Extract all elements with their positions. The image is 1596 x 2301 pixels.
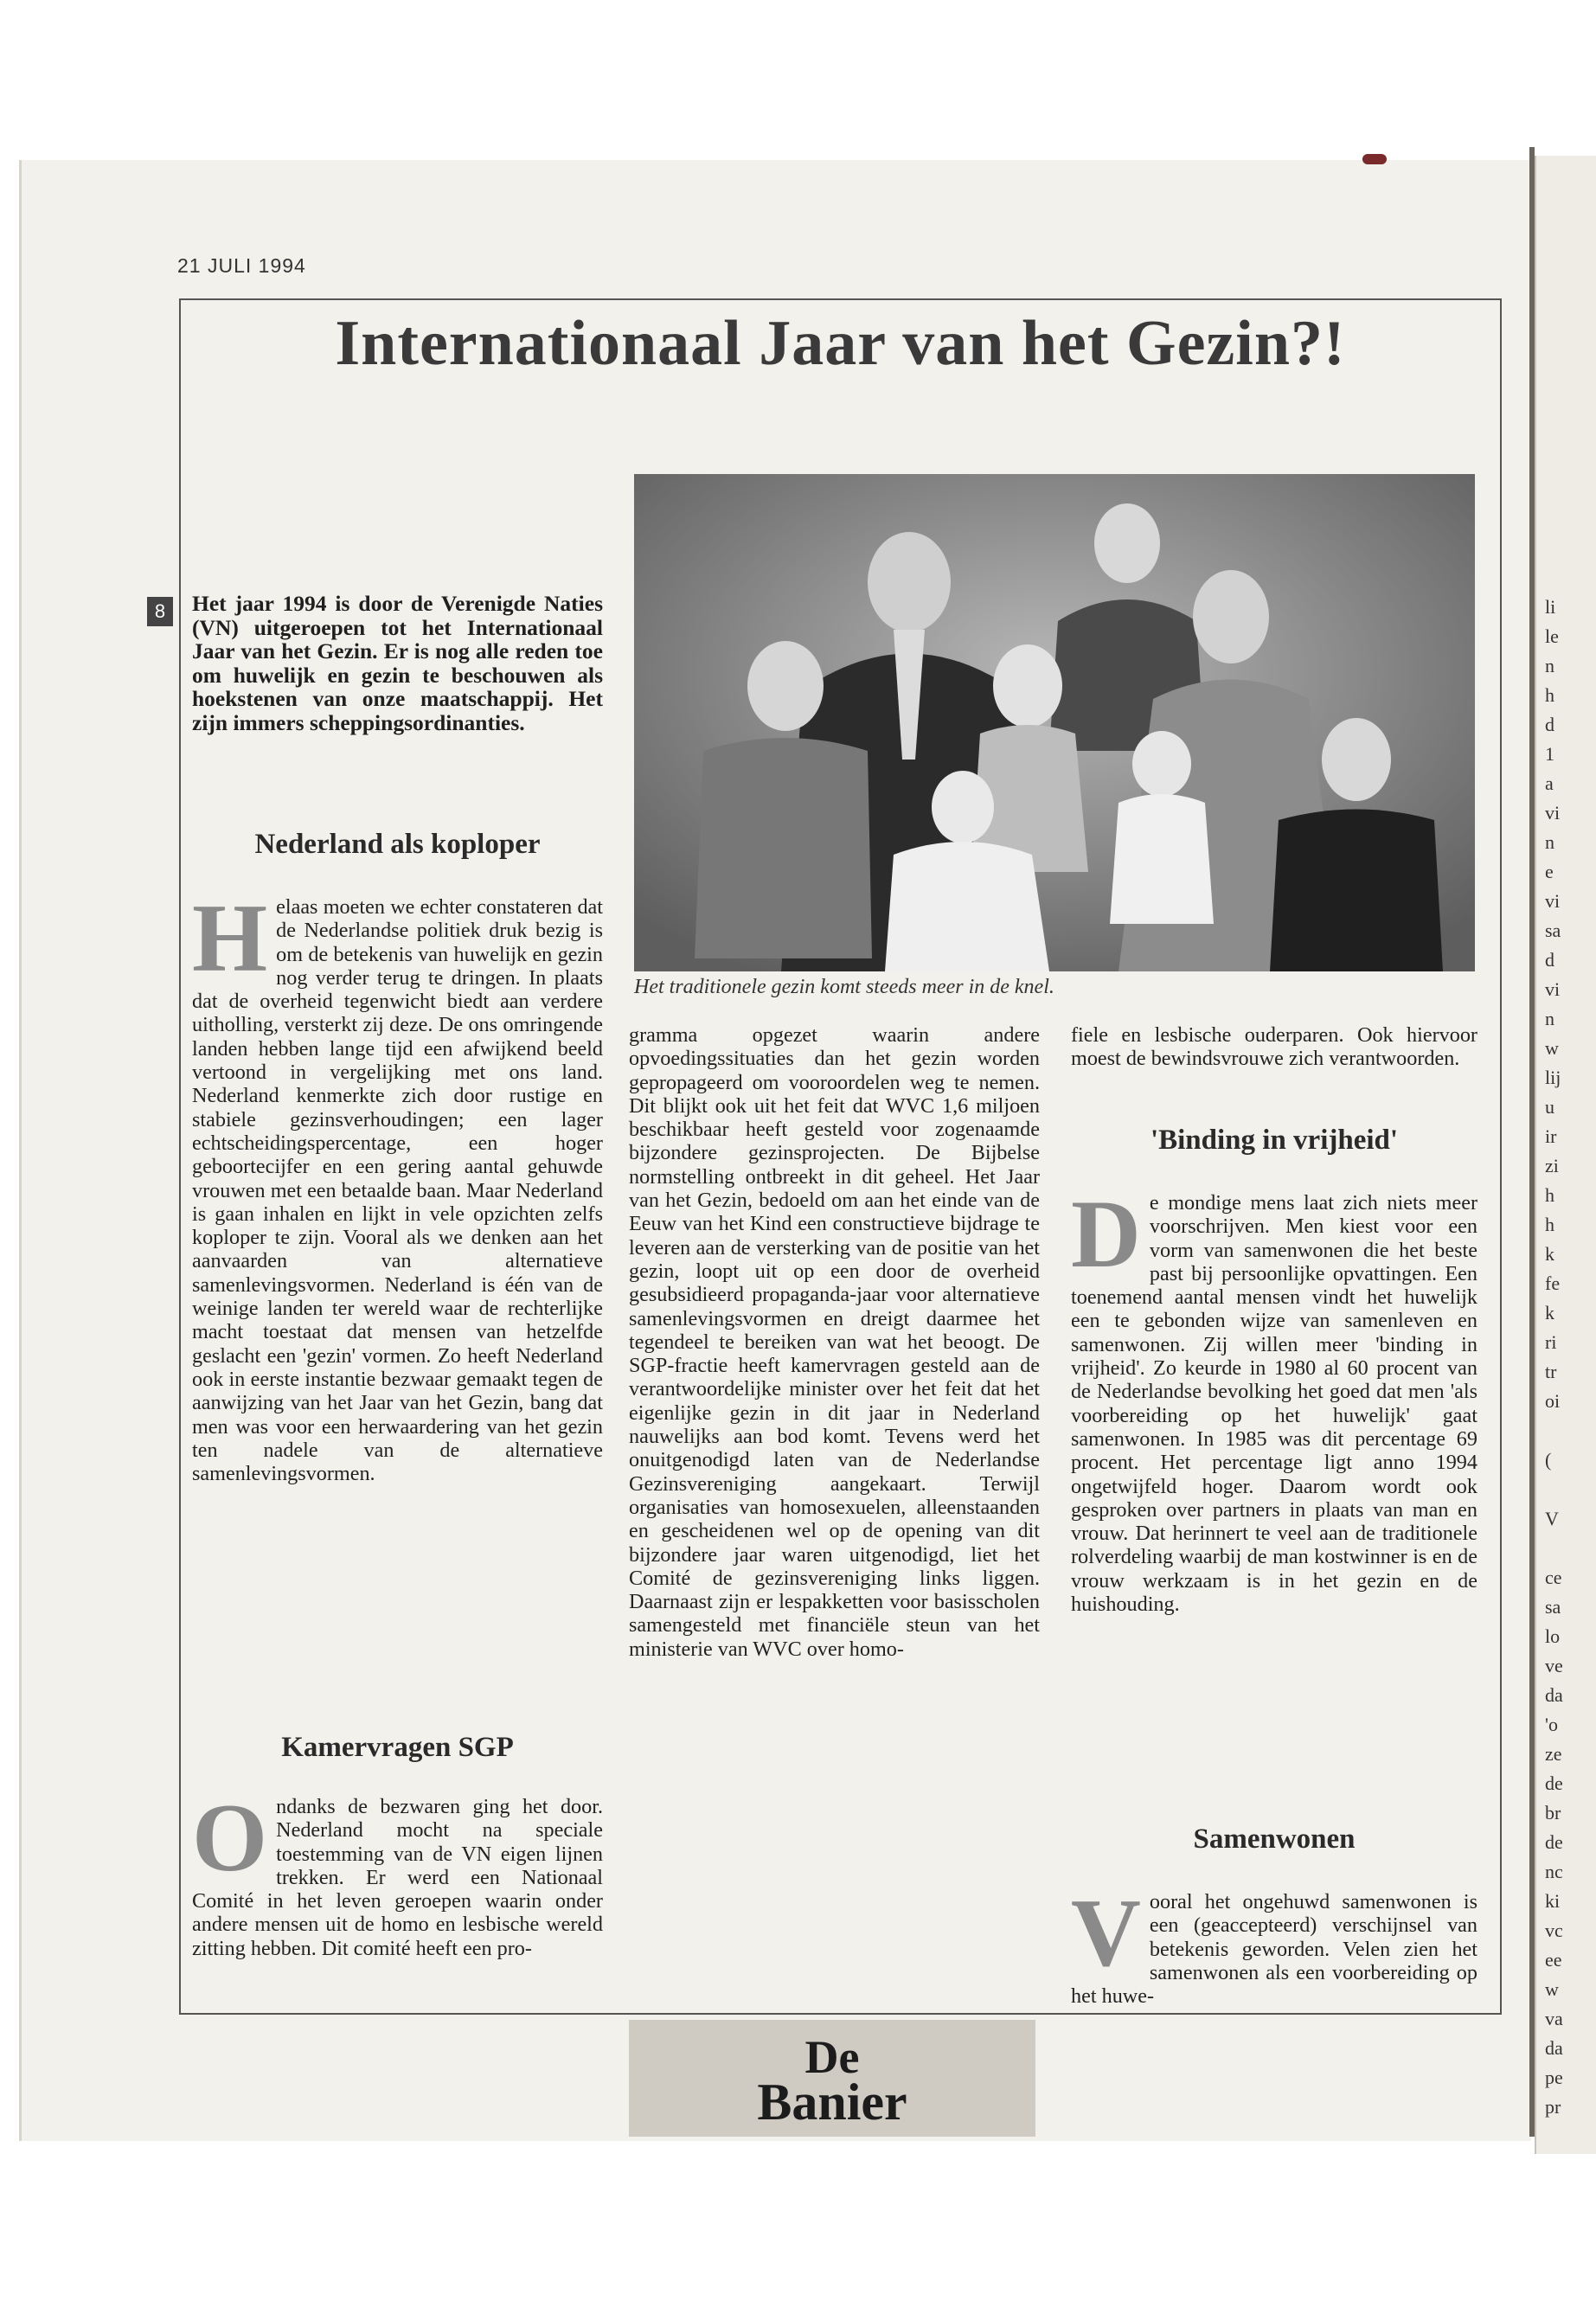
adjacent-page-fragment: k (1545, 1302, 1554, 1324)
section-text: elaas moeten we echter constateren dat de Nederlandse politiek druk bezig is om de betekenis van huwelijk en gezin nog verder terug te dringen. In plaats dat de overheid tegenwicht biedt aan verdere uitholling, versterkt zij deze. De ons omringende landen hebben lange tijd een afwijkend beeld vertoond in vergelijking met ons land. Nederland kenmerkte zich door rustige en stabiele gezinsverhoudingen; een lager echtscheidingspercentage, een hoger geboortecijfer en een gering aantal gehuwde vrouwen met een betaalde baan. Maar Nederland is gaan inhalen en lijkt in vele opzichten zelfs koploper te zijn. Vooral als we denken aan het aanvaarden van alternatieve samenlevingsvormen. Nederland is één van de weinige landen ter wereld waar de rechterlijke macht toestaat dat mensen van hetzelfde geslacht een 'gezin' vormen. Zo heeft Nederland ook in eerste instantie bezwaar gemaakt tegen de aanwijzing van het Jaar van het Gezin, bang dat men was voor een herwaardering van het gezin ten nadele van de alternatieve samenlevingsvormen. (192, 895, 603, 1486)
adjacent-page-fragment: sa (1545, 1596, 1561, 1618)
father-head (868, 532, 951, 632)
adjacent-page-fragment: vi (1545, 978, 1561, 1000)
adjacent-page-fragment: sa (1545, 920, 1561, 941)
mother-head (1193, 570, 1269, 663)
adjacent-page-fragment: n (1545, 1008, 1554, 1029)
adjacent-page-fragment: 1 (1545, 743, 1554, 765)
adjacent-page-fragment: le (1545, 625, 1559, 647)
adjacent-page-fragment: a (1545, 772, 1554, 794)
adjacent-page-fragment: lij (1545, 1067, 1561, 1088)
page-number-badge: 8 (147, 597, 173, 626)
drop-cap-h: H (192, 885, 268, 992)
adjacent-page-fragment: h (1545, 1184, 1554, 1206)
adjacent-page-fragment: ve (1545, 1655, 1563, 1676)
adjacent-page-fragment: w (1545, 1037, 1559, 1059)
adjacent-page-fragment: pe (1545, 2067, 1563, 2088)
drop-cap-d: D (1071, 1181, 1141, 1288)
adjacent-page-fragment: pr (1545, 2096, 1561, 2118)
adjacent-page-fragment: n (1545, 655, 1554, 676)
right-column-continuation: fiele en lesbische ouderparen. Ook hiervoor moest de bewindsvrouwe zich verantwoorden. (1071, 1023, 1477, 1071)
adjacent-page-fragment: ze (1545, 1743, 1562, 1765)
section-kamervragen-sgp (192, 1785, 603, 1960)
adjacent-page-fragment: vc (1545, 1920, 1563, 1941)
section-text: e mondige mens laat zich niets meer voorschrijven. Men kiest voor een vorm van samenwonen die het beste past bij persoonlijke opvattingen. Een toenemend aantal mensen vindt het huwelijk een te gebonden wijze van samenleven en samenwonen. Zij willen meer 'binding in vrijheid'. Zo keurde in 1980 al 60 procent van de Nederlandse bevolking het goed dat men 'als voorbereiding op het huwelijk' gaat samenwonen. In 1985 was dit percentage 69 procent. Het percentage ligt anno 1994 ongetwijfeld hoger. Daarom wordt ook gesproken over partners in plaats van man en vrouw. Dat herinnert te veel aan de traditionele rolverdeling waarbij de man kostwinner is en de vrouw werkzaam is in het gezin en de huishouding. (1071, 1191, 1477, 1617)
heading-binding-in-vrijheid: 'Binding in vrijheid' (1150, 1125, 1399, 1156)
middle-column-text: gramma opgezet waarin andere opvoedingssituaties dan het gezin worden gepropageerd om vooroordelen weg te nemen. Dit blijkt ook uit het feit dat WVC 1,6 miljoen beschikbaar heeft gesteld voor zogenaamde bijzondere gezinsprojecten. De Bijbelse normstelling ontbreekt in dit geheel. Het Jaar van het Gezin, bedoeld om aan het einde van de Eeuw van het Kind een constructieve bijdrage te leveren aan de versterking van de positie van het gezin, loopt uit op een door de overheid gesubsidieerd propaganda-jaar voor alternatieve samenlevingsvormen en dreigt daarmee het tegendeel te bereiken van wat het beoogt. De SGP-fractie heeft kamervragen gesteld aan de verantwoordelijke minister over het feit dat het eigenlijke gezin in dit jaar in Nederland nauwelijks aan bod komt. Tevens werd het onuitgenodigd laten van de Nederlandse Gezinsvereniging aangekaart. Terwijl organisaties van homosexuelen, alleenstaanden en gescheidenen wel op de opening van dit bijzondere jaar waren uitgenodigd, liet het Comité de gezinsvereniging links liggen. Daarnaast zijn er lespakketten voor basisscholen samengesteld met financiële steun van het ministerie van WVC over homo- (629, 1023, 1040, 1661)
adjacent-page-fragment: nc (1545, 1861, 1563, 1882)
adjacent-page-fragment: h (1545, 1214, 1554, 1235)
article-intro: Het jaar 1994 is door de Verenigde Naties (VN) uitgeroepen tot het Internationaal Jaar van het Gezin. Er is nog alle reden toe om huwelijk en gezin te beschouwen als hoekstenen van onze maatschappij. Het zijn immers scheppingsordinanties. (192, 591, 603, 735)
binding-mark (1362, 154, 1387, 164)
adjacent-page-fragment: ki (1545, 1890, 1561, 1912)
small-girl-dress (885, 842, 1049, 971)
adjacent-page-fragment: lo (1545, 1625, 1561, 1647)
adjacent-page-fragment: de (1545, 1831, 1563, 1853)
adjacent-page-fragment: li (1545, 596, 1556, 618)
adjacent-page-fragment: da (1545, 1684, 1563, 1706)
adjacent-page-fragment: tr (1545, 1361, 1557, 1382)
right-boy-head (1322, 718, 1391, 801)
adjacent-page-fragment: ee (1545, 1949, 1562, 1971)
older-boy-head (1094, 503, 1160, 583)
adjacent-page-fragment: ri (1545, 1331, 1557, 1353)
girl-head (993, 644, 1062, 727)
heading-kamervragen-sgp: Kamervragen SGP (281, 1732, 514, 1763)
adjacent-page (1535, 156, 1596, 2154)
issue-date: 21 JULI 1994 (177, 254, 306, 277)
adjacent-page-fragment (1545, 1475, 1596, 1504)
adjacent-page-fragment: br (1545, 1802, 1561, 1823)
adjacent-page-text-edge (1545, 593, 1596, 2122)
adjacent-page-fragment: w (1545, 1978, 1559, 2000)
adjacent-page-fragment: de (1545, 1772, 1563, 1794)
adjacent-page-fragment: u (1545, 1096, 1554, 1118)
left-boy-vest (695, 738, 872, 958)
adjacent-page-fragment: ( (1545, 1449, 1552, 1471)
adjacent-page-fragment (1545, 1534, 1596, 1563)
adjacent-page-fragment: e (1545, 861, 1554, 882)
drop-cap-v: V (1071, 1880, 1141, 1987)
left-boy-head (747, 641, 824, 731)
logo-line-banier: Banier (757, 2073, 907, 2131)
family-photo (634, 474, 1475, 971)
section-samenwonen (1071, 1880, 1477, 2009)
de-banier-logo (629, 2020, 1035, 2137)
article-title: Internationaal Jaar van het Gezin?! (335, 308, 1346, 379)
section-text: ndanks de bezwaren ging het door. Nederland mocht na speciale toestemming van de VN eigen lijnen trekken. Er werd een Nationaal Comité in het leven geroepen waarin onder andere mensen uit de homo en lesbische wereld zitting hebben. Dit comité heeft een pro- (192, 1795, 603, 1960)
logo-line-de: De (804, 2031, 860, 2083)
right-boy-vest (1270, 810, 1443, 972)
baby-clothes (1110, 794, 1214, 924)
adjacent-page-fragment: da (1545, 2037, 1563, 2059)
adjacent-page-fragment: k (1545, 1243, 1554, 1265)
heading-nederland-als-koploper: Nederland als koploper (254, 829, 541, 860)
adjacent-page-fragment: ir (1545, 1125, 1557, 1147)
adjacent-page-fragment: va (1545, 2008, 1563, 2029)
baby-head (1132, 731, 1191, 797)
photo-caption: Het traditionele gezin komt steeds meer in de knel. (634, 976, 1054, 998)
adjacent-page-fragment: 'o (1545, 1714, 1558, 1735)
adjacent-page-fragment: fe (1545, 1272, 1561, 1294)
adjacent-page-fragment: vi (1545, 890, 1561, 912)
adjacent-page-fragment: ce (1545, 1567, 1562, 1588)
section-text: ooral het ongehuwd samenwonen is een (geaccepteerd) verschijnsel van betekenis geworden. Velen zien het samenwonen als een voorbereiding op het huwe- (1071, 1890, 1477, 2009)
adjacent-page-fragment: oi (1545, 1390, 1561, 1412)
section-binding-in-vrijheid (1071, 1181, 1477, 1617)
section-nederland-als-koploper (192, 885, 603, 1486)
adjacent-page-fragment (1545, 1416, 1596, 1445)
adjacent-page-fragment: d (1545, 949, 1554, 971)
adjacent-page-fragment: h (1545, 684, 1554, 706)
adjacent-page-fragment: n (1545, 831, 1554, 853)
adjacent-page-fragment: zi (1545, 1155, 1559, 1176)
adjacent-page-fragment: d (1545, 714, 1554, 735)
adjacent-page-fragment: vi (1545, 802, 1561, 824)
drop-cap-o: O (192, 1785, 268, 1892)
small-girl-head (932, 771, 994, 843)
heading-samenwonen: Samenwonen (1193, 1823, 1356, 1855)
adjacent-page-fragment: V (1545, 1508, 1559, 1529)
